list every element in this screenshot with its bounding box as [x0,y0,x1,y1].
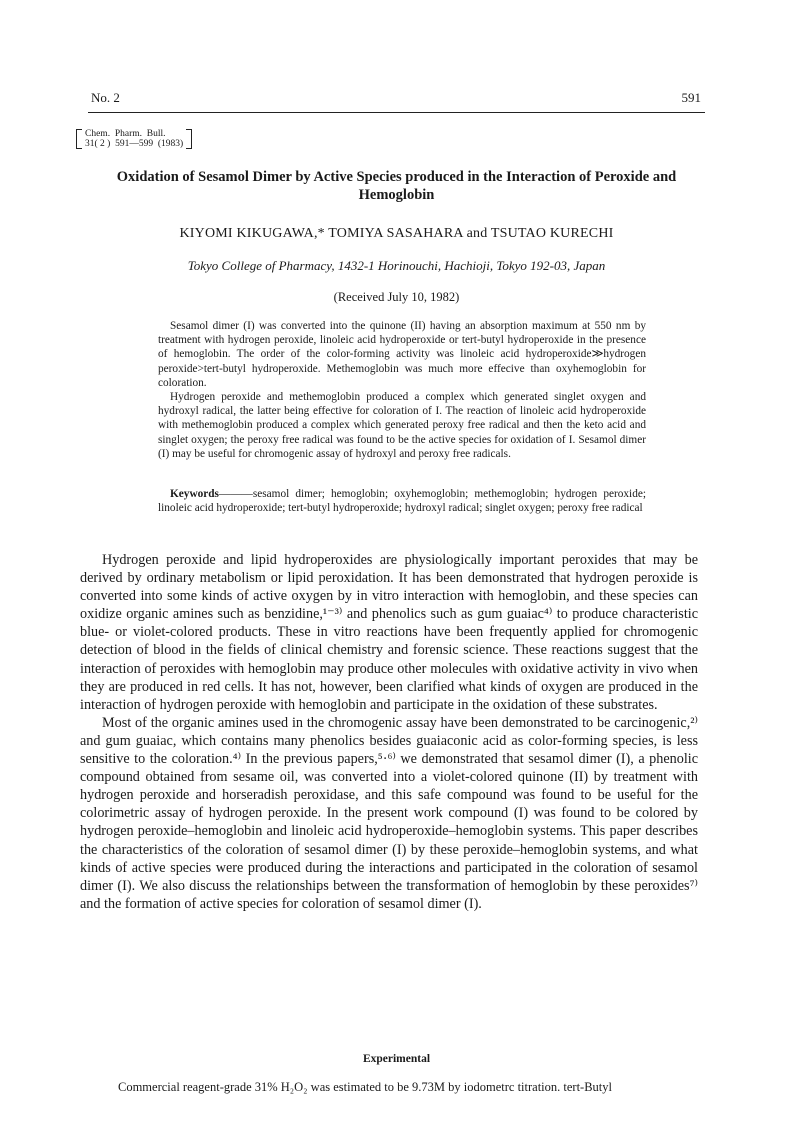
page-number: 591 [681,90,701,105]
experimental-text: Commercial reagent-grade 31% H₂O₂ was estimated to be 9.73M by iodometrc titration. tert-Butyl [118,1080,613,1094]
journal-reference [76,129,192,149]
affiliation: Tokyo College of Pharmacy, 1432-1 Horinouchi, Hachioji, Tokyo 192-03, Japan [187,258,606,273]
journal-name: Chem. Pharm. Bull. [85,129,166,139]
abstract-paragraph-1: Sesamol dimer (I) was converted into the quinone (II) having an absorption maximum at 550 nm by treatment with hydrogen peroxide, linoleic acid hydroperoxide or tert-butyl hydroperoxide in the presence of hemoglobin. The order of the color-forming activity was linoleic acid hydroperoxide≫hydrogen peroxide>tert-butyl hydroperoxide. Methemoglobin was much more effecive than oxyhemoglobin for coloration. [158,320,646,389]
experimental-heading: Experimental [362,1053,431,1065]
abstract [158,319,646,461]
body-paragraph-2: Most of the organic amines used in the chromogenic assay have been demonstrated to be carcinogenic,²⁾ and gum guaiac, which contains many phenolics besides guaiaconic acid as color-forming species, is less sensitive to the coloration.⁴⁾ In the previous papers,⁵·⁶⁾ we demonstrated that sesamol dimer (I), a phenolic compound obtained from sesame oil, was converted into a violet-colored quinone (II) by treatment with hydrogen peroxide and horseradish peroxidase, and this safe compound was found to be useful for the colorimetric assay of hydrogen peroxide. In the present work compound (I) was found to be colored by hydrogen peroxide–hemoglobin and linoleic acid hydroperoxide–hemoglobin systems. This paper describes the characteristics of the coloration of sesamol dimer (I) by these peroxide–hemoglobin systems, and what kinds of active species were produced during the interactions and participated in the coloration of sesamol dimer (I). We also discuss the relationships between the transformation of hemoglobin by these peroxides⁷⁾ and the formation of active species for coloration of sesamol dimer (I). [80,714,698,912]
right-bracket [186,129,192,149]
keywords-dash: ——— [218,488,253,500]
introduction [80,551,698,913]
journal-reference-lines [85,129,183,149]
keywords-text: sesamol dimer; hemoglobin; oxyhemoglobin; methemoglobin; hydrogen peroxide; linoleic acid hydroperoxide; tert-butyl hydroperoxide; hydroxyl radical; singlet oxygen; peroxy free radical [158,488,646,515]
keywords [158,487,646,515]
paper-title: Oxidation of Sesamol Dimer by Active Species produced in the Interaction of Peroxide and Hemoglobin [116,169,677,203]
journal-volume: 31( 2 ) 591—599 (1983) [85,139,184,149]
header-rule [88,112,705,113]
body-paragraph-1: Hydrogen peroxide and lipid hydroperoxides are physiologically important peroxides that may be derived by ordinary metabolism or lipid peroxidation. It has been demonstrated that hydrogen peroxide is converted into some kinds of active oxygen by in vitro interaction with hemoglobin, and these species can oxidize organic amines such as benzidine,¹⁻³⁾ and phenolics such as gum guaiac⁴⁾ to produce characteristic blue- or violet-colored products. These in vitro reactions have been frequently applied for chromogenic detection of blood in the fields of clinical chemistry and forensic science. These reactions suggest that the interaction of peroxides with hemoglobin may produce other molecules with oxidative activity in vivo when they are produced in red cells. It has not, however, been clarified what kinds of oxygen are produced in the interaction of hydrogen peroxide with hemoglobin and participate in the oxidation of these substrates. [80,552,698,713]
issue-number: No. 2 [91,90,120,105]
paper-authors: KIYOMI KIKUGAWA,* TOMIYA SASAHARA and TSUTAO KURECHI [179,226,614,241]
abstract-paragraph-2: Hydrogen peroxide and methemoglobin produced a complex which generated singlet oxygen and hydroxyl radical, the latter being effective for coloration of I. The reaction of linoleic acid hydroperoxide with methemoglobin produced a complex which generated peroxy free radical and then the keto acid and singlet oxygen; the peroxy free radical was found to be the active species for oxidation of I. Sesamol dimer (I) may be useful for chromogenic assay of hydroxyl and peroxy free radicals. [158,391,646,460]
left-bracket [76,129,82,149]
keywords-label: Keywords [170,488,219,500]
received-date: (Received July 10, 1982) [333,290,460,304]
